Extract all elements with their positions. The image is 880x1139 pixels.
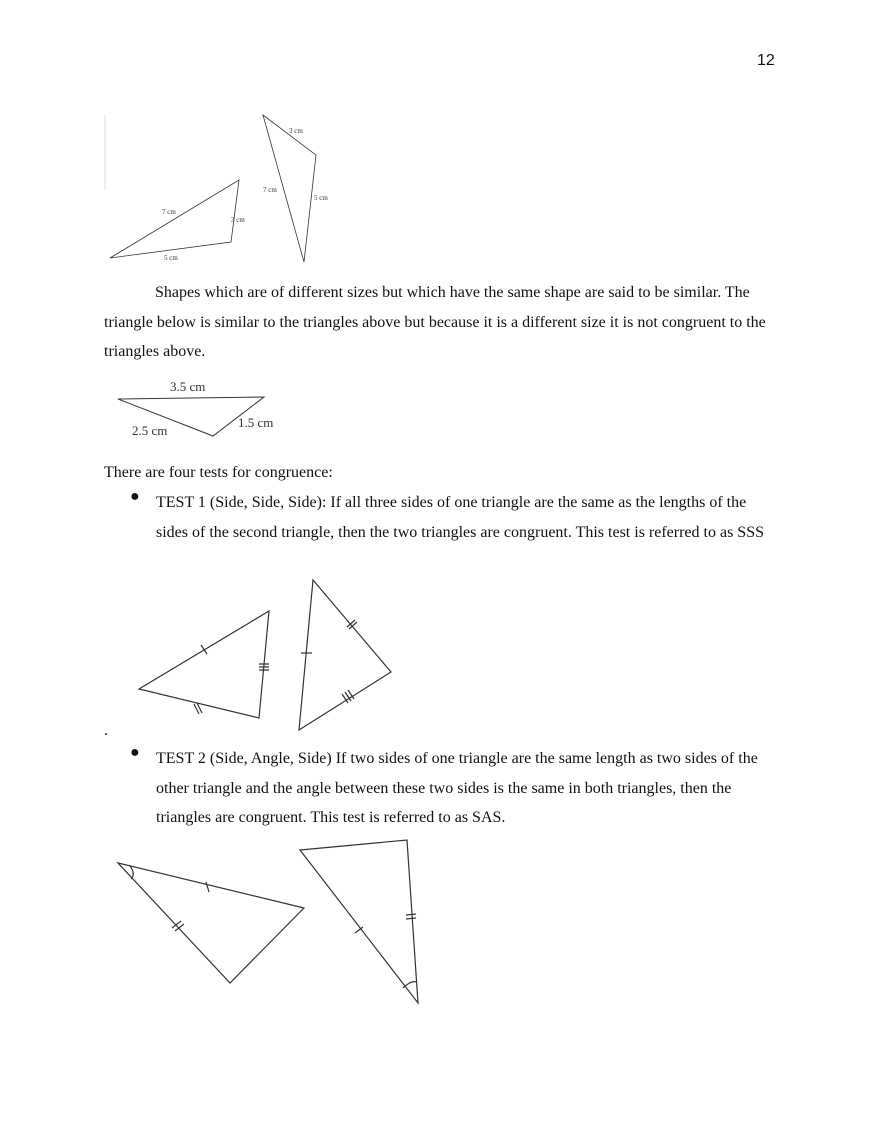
sas-triangle-right xyxy=(300,840,418,1003)
congruence-intro: There are four tests for congruence: xyxy=(104,464,333,481)
label-3-5cm: 3.5 cm xyxy=(170,379,206,394)
bullet-test2: ● xyxy=(130,744,140,761)
triangle-left xyxy=(110,180,239,258)
sss-triangle-left xyxy=(139,611,269,718)
sss-triangle-right xyxy=(299,580,391,730)
label-7cm-left: 7 cm xyxy=(162,208,176,216)
figure-congruent-triangles xyxy=(100,110,340,270)
sas-triangle-left xyxy=(118,863,304,983)
page-number: 12 xyxy=(757,52,775,69)
tick-single-left xyxy=(201,645,207,654)
figure-sss-triangles xyxy=(130,575,410,735)
label-5cm-right: 5 cm xyxy=(314,194,328,202)
label-5cm-left: 5 cm xyxy=(164,254,178,262)
test2-text: TEST 2 (Side, Angle, Side) If two sides of one triangle are the same length as two sides of the other triangle and the angle between these two sides is the same in both triangles, then the triangles are congruent. This test is referred to as SAS. xyxy=(156,750,758,826)
tick-double-sas-right xyxy=(406,914,416,919)
paragraph-similar: Shapes which are of different sizes but which have the same shape are said to be similar. The triangle below is similar to the triangles above but because it is a different size it is not congruent to the triangles above. xyxy=(104,284,766,360)
figure-similar-triangle xyxy=(110,375,290,443)
stray-dot: . xyxy=(104,722,108,739)
test1-text: TEST 1 (Side, Side, Side): If all three sides of one triangle are the same as the lengths of the sides of the second triangle, then the two triangles are congruent. This test is referred to as SSS xyxy=(156,494,764,541)
label-3cm-left: 3 cm xyxy=(231,216,245,224)
tick-single-sas-left xyxy=(206,882,209,892)
label-1-5cm: 1.5 cm xyxy=(238,415,274,430)
tick-double-left xyxy=(194,703,202,714)
bullet-test1: ● xyxy=(130,488,140,505)
label-3cm-top: 3 cm xyxy=(289,127,303,135)
figure-sas-triangles xyxy=(110,832,430,1012)
label-7cm-right: 7 cm xyxy=(263,186,277,194)
label-2-5cm: 2.5 cm xyxy=(132,423,168,438)
